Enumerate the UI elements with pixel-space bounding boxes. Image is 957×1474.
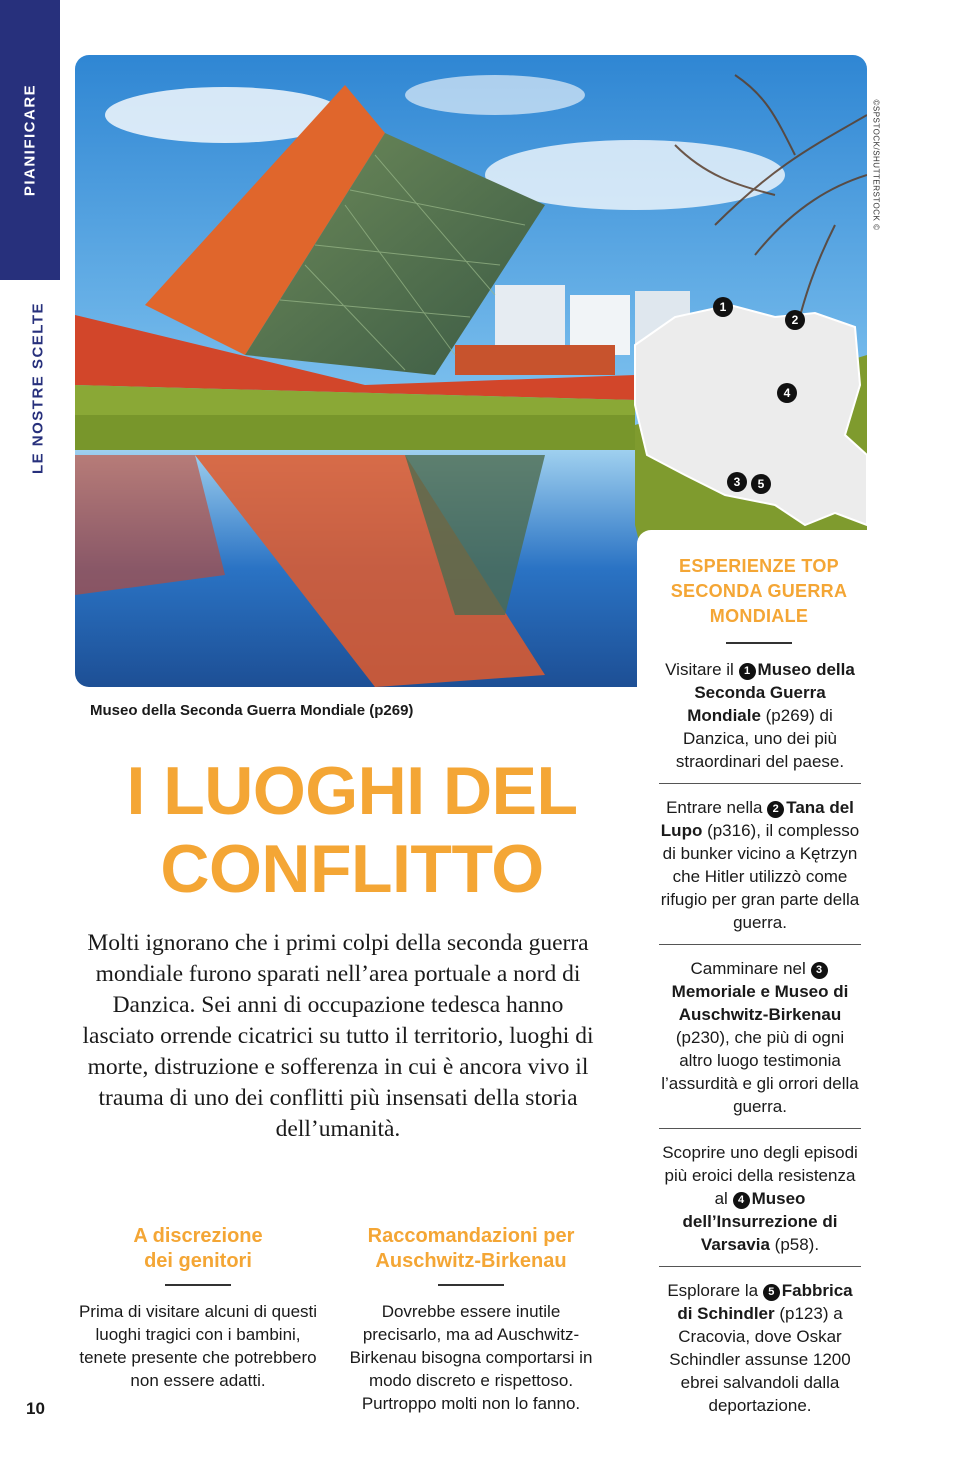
box-body: Dovrebbe essere inutile precisarlo, ma ad Auschwitz-Birkenau bisogna comportarsi in modo discreto e rispettoso. Purtroppo molti non lo fanno. xyxy=(349,1302,593,1413)
experience-text: (p230), che più di ogni altro luogo testimonia l’assurdità e gli orrori della guerra. xyxy=(661,1028,859,1116)
panel-title-line-1: ESPERIENZE TOP xyxy=(679,556,839,576)
box-title-line-2: Auschwitz-Birkenau xyxy=(375,1250,567,1272)
experience-name: Museo dell’Insurrezione di Varsavia xyxy=(682,1189,838,1254)
section-label: LE NOSTRE SCELTE xyxy=(29,301,47,475)
separator xyxy=(659,944,861,945)
auschwitz-recommendations-box xyxy=(346,1224,596,1415)
page-number: 10 xyxy=(26,1399,45,1418)
map-marker-1: 1 xyxy=(713,297,733,317)
experience-text: Entrare nella xyxy=(666,798,768,817)
experience-text: Scoprire uno degli episodi più eroici della resistenza al xyxy=(662,1143,858,1208)
intro-paragraph: Molti ignorano che i primi colpi della seconda guerra mondiale furono sparati nell’area portuale a nord di Danzica. Sei anni di occupazione tedesca hanno lasciato orrende cicatrici su tutto il territorio, luoghi di morte, distruzione e sofferenza in cui è ancora vivo il trauma di uno dei conflitti più insensati della storia dell’umanità. xyxy=(82,930,594,1142)
page-title-line-2: CONFLITTO xyxy=(160,831,544,907)
experience-name: Tana del Lupo xyxy=(660,798,854,840)
experience-text: Esplorare la xyxy=(667,1281,763,1300)
experience-text: (p316), il complesso di bunker vicino a Kętrzyn che Hitler utilizzò come rifugio per gran parte della guerra. xyxy=(660,821,860,932)
page-title xyxy=(62,752,642,908)
panel-title xyxy=(659,554,859,629)
box-body: Prima di visitare alcuni di questi luoghi tragici con i bambini, tenete presente che potrebbero non essere adatti. xyxy=(78,1302,318,1390)
panel-title-line-3: MONDIALE xyxy=(709,606,809,626)
section-tab-label: PIANIFICARE xyxy=(21,83,39,197)
experience-item-5 xyxy=(659,1279,861,1417)
experience-name: Memoriale e Museo di Auschwitz-Birkenau xyxy=(671,982,849,1024)
page-title-line-1: I LUOGHI DEL xyxy=(126,753,578,829)
box-title-line-1: A discrezione xyxy=(133,1225,263,1247)
experience-item-1 xyxy=(659,658,861,773)
map-marker-2: 2 xyxy=(785,310,805,330)
box-title-line-1: Raccomandazioni per xyxy=(367,1225,575,1247)
box-title xyxy=(346,1224,596,1274)
photo-caption: Museo della Seconda Guerra Mondiale (p269) xyxy=(90,702,414,719)
separator xyxy=(659,1128,861,1129)
experience-text: (p269) di Danzica, uno dei più straordinari del paese. xyxy=(675,706,845,771)
box-title xyxy=(73,1224,323,1274)
experience-text: (p58). xyxy=(769,1235,820,1254)
experience-item-2 xyxy=(659,796,861,934)
number-badge: 3 xyxy=(811,962,828,979)
map-marker-4: 4 xyxy=(777,383,797,403)
section-tab xyxy=(0,0,60,280)
experience-name: Museo della Seconda Guerra Mondiale xyxy=(687,660,855,725)
separator xyxy=(659,783,861,784)
map-marker-5: 5 xyxy=(751,474,771,494)
panel-title-line-2: SECONDA GUERRA xyxy=(670,581,848,601)
divider xyxy=(726,642,792,644)
map-marker-3: 3 xyxy=(727,472,747,492)
separator xyxy=(659,1266,861,1267)
experience-item-3 xyxy=(659,957,861,1118)
number-badge: 1 xyxy=(739,663,756,680)
number-badge: 4 xyxy=(733,1192,750,1209)
number-badge: 2 xyxy=(767,801,784,818)
divider xyxy=(438,1284,504,1286)
experience-item-4 xyxy=(659,1141,861,1256)
experience-text: (p123) a Cracovia, dove Oskar Schindler assunse 1200 ebrei salvandoli dalla deportazione. xyxy=(669,1304,851,1415)
top-experiences-panel xyxy=(637,530,887,1474)
photo-credit: ©SPSTOCK/SHUTTERSTOCK © xyxy=(871,99,881,231)
box-title-line-2: dei genitori xyxy=(144,1250,252,1272)
parental-discretion-box xyxy=(73,1224,323,1392)
number-badge: 5 xyxy=(763,1284,780,1301)
divider xyxy=(165,1284,231,1286)
experience-text: Visitare il xyxy=(665,660,739,679)
experience-name: Fabbrica di Schindler xyxy=(677,1281,853,1323)
experience-text: Camminare nel xyxy=(690,959,811,978)
